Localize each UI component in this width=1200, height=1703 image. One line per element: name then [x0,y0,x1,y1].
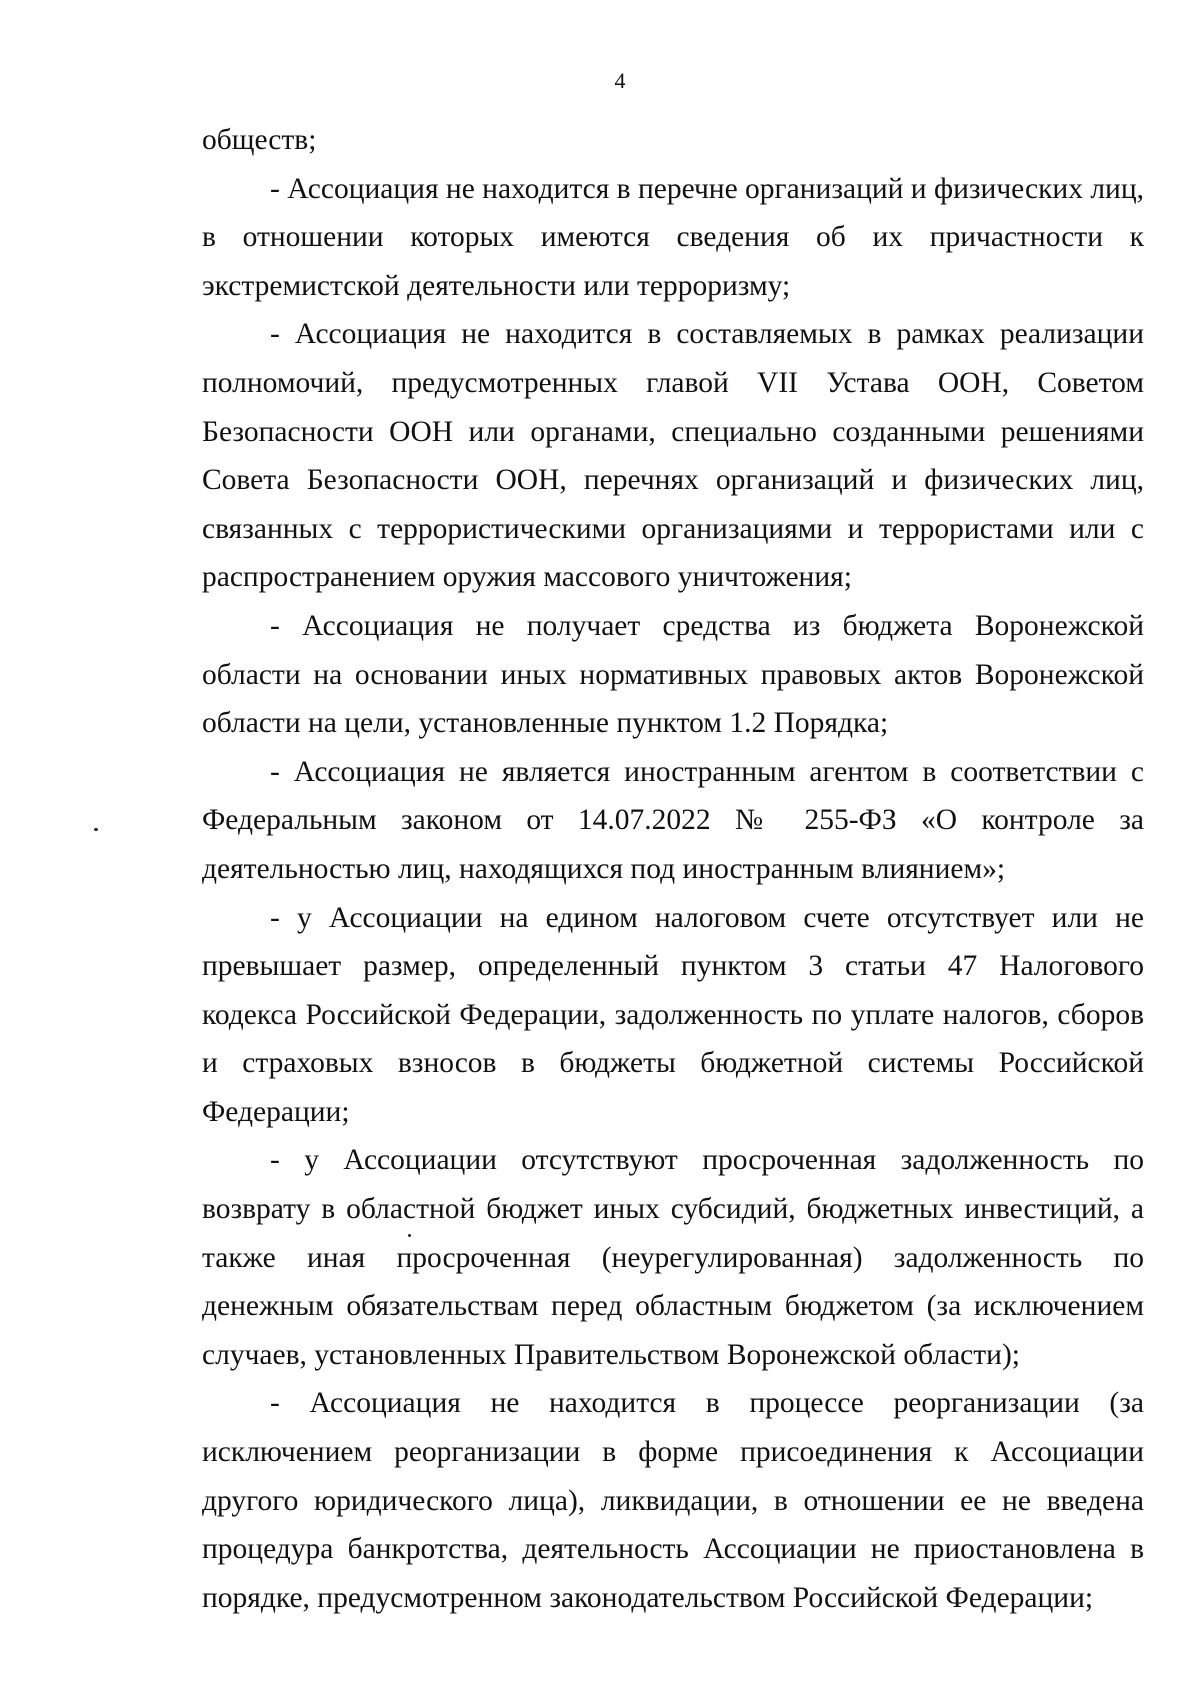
document-body [202,116,1144,1622]
paragraph-not-foreign-agent: - Ассоциация не является иностранным агентом в соответствии с Федеральным законом от 14.07.2022 № 255-ФЗ «О контроле за деятельностью лиц, находящихся под иностранным влиянием»; [202,755,1144,885]
paragraph-no-reorganization: - Ассоциация не находится в процессе реорганизации (за исключением реорганизации в форме присоединения к Ассоциации другого юридического лица), ликвидации, в отношении ее не введена процедура банкротства, деятельность Ассоциации не приостановлена в порядке, предусмотренном законодательством Российской Федерации; [202,1387,1144,1614]
page-number: 4 [614,68,626,93]
paragraph-no-other-budget-funds: - Ассоциация не получает средства из бюджета Воронежской области на основании иных нормативных правовых актов Воронежской области на цели, установленные пунктом 1.2 Порядка; [202,609,1144,740]
paragraph-continuation: обществ; [202,124,317,156]
paragraph-tax-account: - у Ассоциации на едином налоговом счете отсутствует или не превышает размер, определенный пунктом 3 статьи 47 Налогового кодекса Российской Федерации, задолженность по уплате налогов, сборов и страховых взносов в бюджеты бюджетной системы Российской Федерации; [202,901,1144,1128]
scan-speck [94,828,98,831]
scan-speck [408,1234,411,1237]
paragraph-extremism-list: - Ассоциация не находится в перечне организаций и физических лиц, в отношении которых имеются сведения об их причастности к экстремистской деятельности или терроризму; [202,172,1144,302]
paragraph-un-security-council-list: - Ассоциация не находится в составляемых в рамках реализации полномочий, предусмотренных главой VII Устава ООН, Советом Безопасности ООН или органами, специально созданными решениями Совета Безопасности ООН, перечнях организаций и физических лиц, связанных с террористическими организациями и террористами или с распространением оружия массового уничтожения; [202,318,1144,594]
paragraph-no-overdue-debt: - у Ассоциации отсутствуют просроченная задолженность по возврату в областной бюджет иных субсидий, бюджетных инвестиций, а также иная просроченная (неурегулированная) задолженность по денежным обязательствам перед областным бюджетом (за исключением случаев, установленных Правительством Воронежской области); [202,1144,1144,1371]
